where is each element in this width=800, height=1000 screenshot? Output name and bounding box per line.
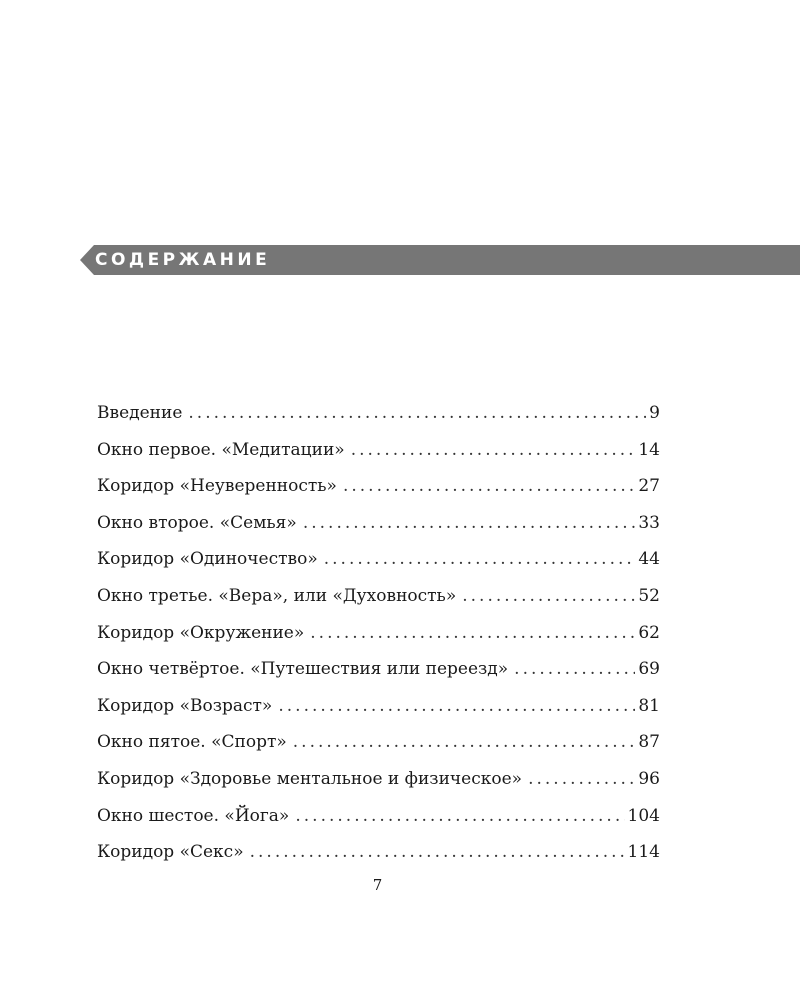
toc-entry-page: 104 xyxy=(627,805,660,826)
toc-entry-title: Коридор «Возраст» xyxy=(97,695,273,716)
toc-entry-page: 14 xyxy=(638,439,660,460)
toc-entry-page: 27 xyxy=(638,476,660,497)
toc-leader-dots xyxy=(310,615,635,652)
toc-entry-page: 81 xyxy=(638,695,660,716)
toc-entry-title: Окно первое. «Медитации» xyxy=(97,439,345,460)
toc-entry-corridor-4 xyxy=(97,688,660,725)
toc-entry-page: 44 xyxy=(638,549,660,570)
toc-entry-corridor-1 xyxy=(97,468,660,505)
toc-entry-title: Коридор «Неуверенность» xyxy=(97,476,337,497)
toc-entry-corridor-3 xyxy=(97,615,660,652)
toc-entry-title: Коридор «Здоровье ментальное и физическое» xyxy=(97,768,523,789)
toc-entry-window-6 xyxy=(97,798,660,835)
toc-entry-title: Коридор «Окружение» xyxy=(97,622,305,643)
section-title: СОДЕРЖАНИЕ xyxy=(95,250,271,270)
toc-leader-dots xyxy=(293,724,636,761)
toc-entry-title: Окно четвёртое. «Путешествия или переезд» xyxy=(97,659,509,680)
toc-entry-title: Коридор «Секс» xyxy=(97,842,244,863)
toc-entry-window-5 xyxy=(97,724,660,761)
toc-leader-dots xyxy=(514,651,635,688)
toc-leader-dots xyxy=(250,834,625,871)
toc-entry-title: Введение xyxy=(97,403,183,423)
toc-entry-page: 33 xyxy=(638,512,660,533)
toc-leader-dots xyxy=(528,761,635,798)
toc-entry-title: Окно шестое. «Йога» xyxy=(97,805,290,826)
toc-entry-title: Окно второе. «Семья» xyxy=(97,512,297,533)
toc-leader-dots xyxy=(324,541,636,578)
toc-entry-window-1 xyxy=(97,432,660,469)
toc-entry-corridor-5 xyxy=(97,761,660,798)
toc-entry-page: 62 xyxy=(638,622,660,643)
toc-entry-corridor-6 xyxy=(97,834,660,871)
table-of-contents xyxy=(97,395,660,871)
toc-entry-title: Окно пятое. «Спорт» xyxy=(97,732,287,753)
toc-leader-dots xyxy=(343,468,635,505)
toc-entry-window-2 xyxy=(97,505,660,542)
toc-entry-page: 96 xyxy=(638,768,660,789)
toc-entry-introduction xyxy=(97,395,660,432)
toc-entry-page: 52 xyxy=(638,585,660,606)
toc-leader-dots xyxy=(188,395,646,432)
toc-entry-page: 9 xyxy=(649,403,660,423)
toc-leader-dots xyxy=(303,505,636,542)
toc-leader-dots xyxy=(462,578,635,615)
toc-entry-page: 114 xyxy=(627,842,660,863)
toc-entry-corridor-2 xyxy=(97,541,660,578)
toc-leader-dots xyxy=(351,432,636,469)
toc-entry-page: 69 xyxy=(638,659,660,680)
toc-entry-window-3 xyxy=(97,578,660,615)
toc-entry-page: 87 xyxy=(638,732,660,753)
toc-leader-dots xyxy=(295,798,624,835)
toc-leader-dots xyxy=(278,688,635,725)
page-number: 7 xyxy=(372,876,383,894)
toc-entry-window-4 xyxy=(97,651,660,688)
toc-entry-title: Коридор «Одиночество» xyxy=(97,549,318,570)
toc-entry-title: Окно третье. «Вера», или «Духовность» xyxy=(97,585,457,606)
